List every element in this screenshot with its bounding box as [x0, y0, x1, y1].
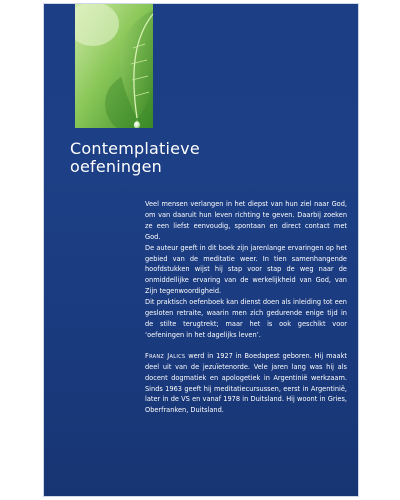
cover-photo [75, 4, 153, 128]
blurb-paragraph-2: De auteur geeft in dit boek zijn jarenlange ervaringen op het gebied van de meditatie weer. In tien samenhangende hoofdstukken wijst hij stap voor stap de weg naar de onmiddellijke ervaring van de werkelijkheid van God, van Zijn tegenwoordigheid. [145, 243, 347, 296]
author-name: Franz Jalics [145, 351, 186, 360]
author-bio-text: werd in 1927 in Boedapest geboren. Hij maakt deel uit van de jezuïetenorde. Vele jaren lang was hij als docent dogmatiek en apologetiek in Argentinië werkzaam. Sinds 1963 geeft hij meditatiecursussen, eerst in Argentinië, later in de VS en vanaf 1978 in Duitsland. Hij woont in Gries, Oberfranken, Duitsland. [145, 351, 348, 415]
book-title-line-2: oefeningen [70, 157, 162, 176]
leaf-with-water-drop-icon [75, 4, 153, 128]
author-bio [145, 351, 347, 416]
blurb-paragraph-3: Dit praktisch oefenboek kan dienst doen als inleiding tot een gesloten retraite, waarin men zich gedurende enige tijd in de stilte terugtrekt; maar het is ook geschikt voor ‘oefeningen in het dagelijks leven’. [145, 298, 347, 339]
book-back-cover [44, 4, 358, 496]
book-title [70, 140, 330, 176]
blurb-text [145, 199, 347, 416]
blurb-paragraph-1: Veel mensen verlangen in het diepst van hun ziel naar God, om van daaruit hun leven richting te geven. Daarbij zoeken ze een liefst eenvoudig, spontaan en direct contact met God. [145, 200, 347, 241]
book-title-line-1: Contemplatieve [70, 139, 200, 158]
